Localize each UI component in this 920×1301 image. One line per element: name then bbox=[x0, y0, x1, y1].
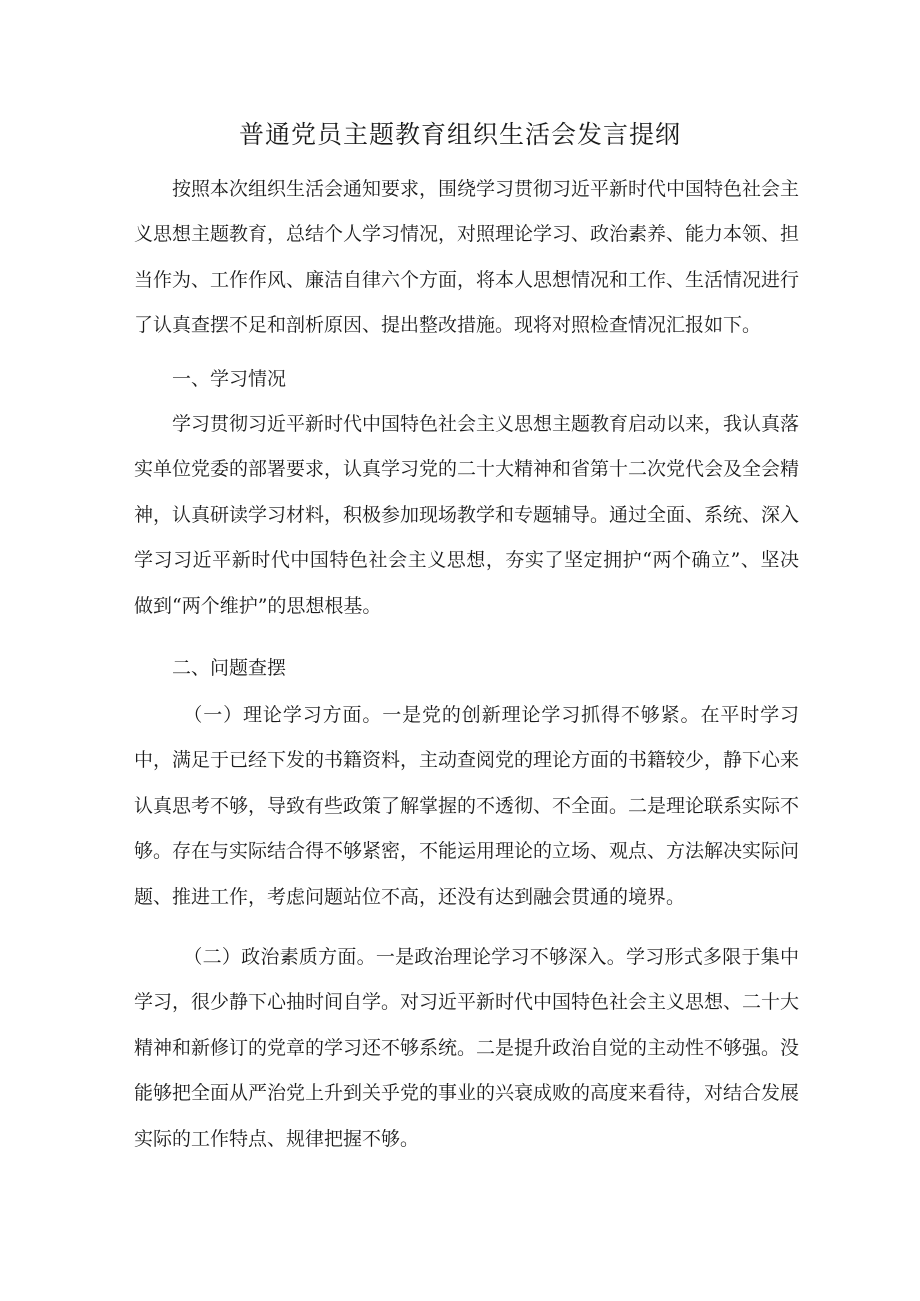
study-paragraph: 学习贯彻习近平新时代中国特色社会主义思想主题教育启动以来，我认真落实单位党委的部署要求，认真学习党的二十大精神和省第十二次党代会及全会精神，认真研读学习材料，积极参加现场教学和专题辅导。通过全面、系统、深入学习习近平新时代中国特色社会主义思想，夯实了坚定拥护“两个确立”、坚决做到“两个维护”的思想根基。 bbox=[134, 413, 800, 617]
document-title: 普通党员主题教育组织生活会发言提纲 bbox=[238, 120, 681, 149]
section-heading-study: 一、学习情况 bbox=[172, 368, 287, 390]
problem-item-theory: （一）理论学习方面。一是党的创新理论学习抓得不够紧。在平时学习中，满足于已经下发的书籍资料，主动查阅党的理论方面的书籍较少，静下心来认真思考不够，导致有些政策了解掌握的不透彻、不全面。二是理论联系实际不够。存在与实际结合得不够紧密，不能运用理论的立场、观点、方法解决实际问题、推进工作，考虑问题站位不高，还没有达到融会贯通的境界。 bbox=[134, 704, 800, 908]
intro-paragraph: 按照本次组织生活会通知要求，围绕学习贯彻习近平新时代中国特色社会主义思想主题教育，总结个人学习情况，对照理论学习、政治素养、能力本领、担当作为、工作作风、廉洁自律六个方面，将本人思想情况和工作、生活情况进行了认真查摆不足和剖析原因、提出整改措施。现将对照检查情况汇报如下。 bbox=[134, 178, 800, 337]
section-heading-problems: 二、问题查摆 bbox=[172, 657, 287, 679]
problem-item-politics: （二）政治素质方面。一是政治理论学习不够深入。学习形式多限于集中学习，很少静下心抽时间自学。对习近平新时代中国特色社会主义思想、二十大精神和新修订的党章的学习还不够系统。二是提升政治自觉的主动性不够强。没能够把全面从严治党上升到关乎党的事业的兴衰成败的高度来看待，对结合发展实际的工作特点、规律把握不够。 bbox=[134, 946, 800, 1150]
